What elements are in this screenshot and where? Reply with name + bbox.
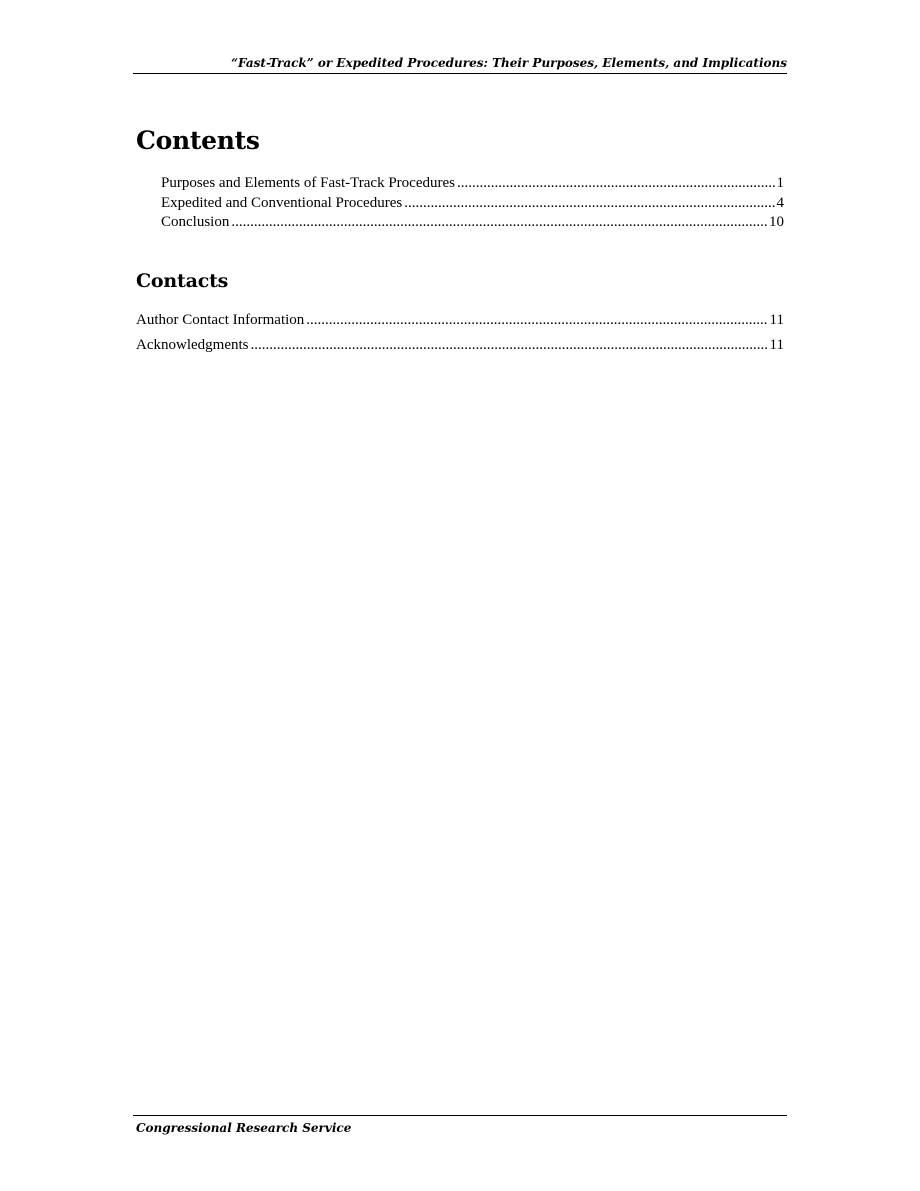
running-header: “Fast-Track” or Expedited Procedures: Their Purposes, Elements, and Implications: [133, 55, 787, 74]
toc-entry-acknowledgments[interactable]: [136, 333, 784, 358]
toc-entry-conclusion[interactable]: [161, 213, 784, 233]
toc-entry-page: 4: [776, 194, 784, 211]
toc-entry-title: Acknowledgments: [136, 337, 249, 353]
toc-dot-leader: [457, 174, 775, 194]
contacts-toc-list: [136, 308, 784, 358]
toc-dot-leader: [250, 333, 767, 358]
contacts-heading: Contacts: [136, 270, 229, 292]
toc-entry-author-contact-information[interactable]: [136, 308, 784, 333]
toc-entry-title: Expedited and Conventional Procedures: [161, 194, 403, 211]
toc-entry-title: Purposes and Elements of Fast-Track Procedures: [161, 175, 455, 191]
toc-entry-title: Conclusion: [161, 214, 230, 230]
toc-entry-page: 11: [769, 337, 784, 353]
contents-toc-list: [161, 174, 784, 233]
toc-entry-page: 11: [769, 312, 784, 328]
toc-entry-purposes-and-elements[interactable]: [161, 174, 784, 194]
footer-rule: [133, 1115, 787, 1116]
toc-dot-leader: [306, 308, 767, 333]
toc-entry-page: 10: [769, 214, 784, 230]
toc-entry-page: 1: [776, 175, 784, 191]
contents-heading: Contents: [136, 126, 260, 155]
footer-organization: Congressional Research Service: [136, 1121, 352, 1135]
toc-dot-leader: [404, 194, 774, 214]
toc-entry-title: Author Contact Information: [136, 312, 305, 328]
toc-entry-expedited-and-conventional[interactable]: [161, 194, 784, 214]
toc-dot-leader: [231, 213, 767, 233]
